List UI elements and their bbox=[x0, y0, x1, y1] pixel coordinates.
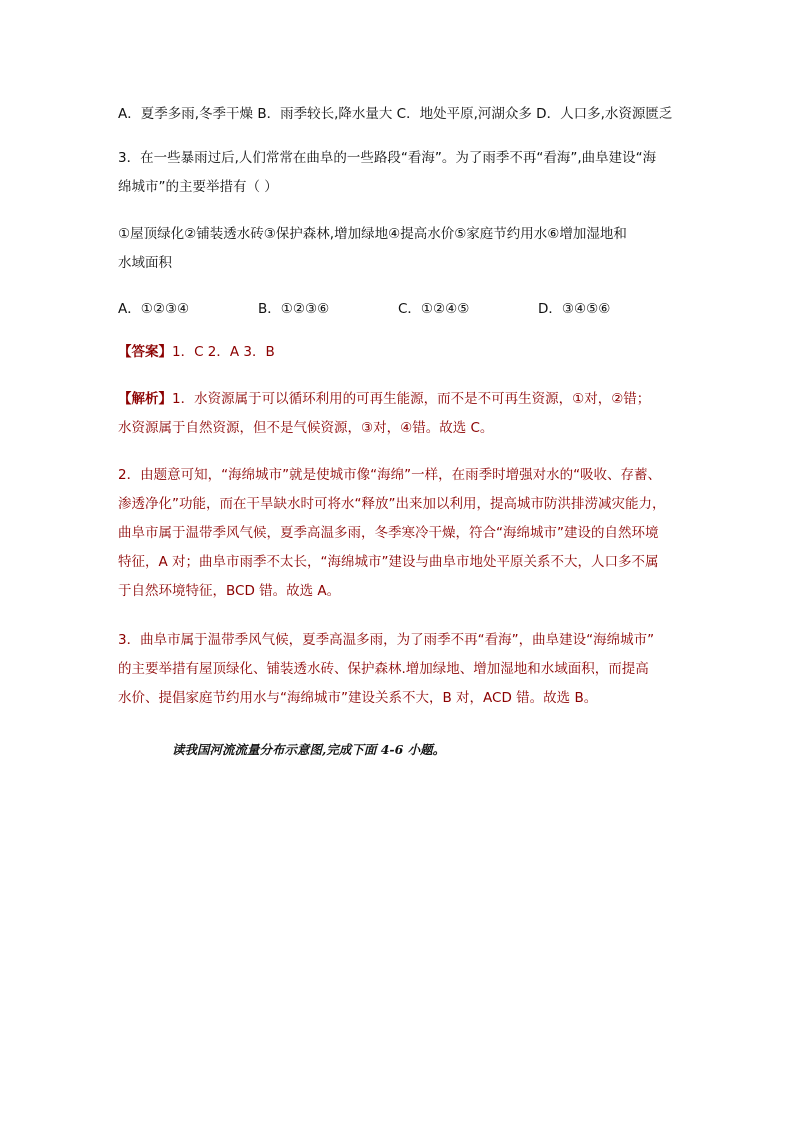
analysis-p1-line-2: 水资源属于自然资源，但不是气候资源，③对，④错。故选 C。 bbox=[118, 420, 494, 436]
q3-items-line-1: ①屋顶绿化②铺装透水砖③保护森林,增加绿地④提高水价⑤家庭节约用水⑥增加湿地和 bbox=[118, 226, 627, 242]
q3-stem-line-1: 3．在一些暴雨过后,人们常常在曲阜的一些路段“看海”。为了雨季不再“看海”,曲阜建设“海 bbox=[118, 150, 657, 166]
analysis-p2-line-2: 渗透净化”功能，而在干旱缺水时可将水“释放”出来加以利用，提高城市防洪排涝减灾能力， bbox=[118, 496, 666, 512]
analysis-p3-line-3: 水价、提倡家庭节约用水与“海绵城市”建设关系不大，B 对，ACD 错。故选 B。 bbox=[118, 690, 598, 706]
answer-line bbox=[118, 342, 688, 362]
analysis-p2-line-4: 特征，A 对；曲阜市雨季不太长，“海绵城市”建设与曲阜市地处平原关系不大，人口多不属 bbox=[118, 554, 659, 570]
analysis-p2-line-3: 曲阜市属于温带季风气候，夏季高温多雨，冬季寒冷干燥，符合“海绵城市”建设的自然环境 bbox=[118, 525, 659, 541]
q2-options-line: A．夏季多雨,冬季干燥 B．雨季较长,降水量大 C．地处平原,河湖众多 D．人口多,水资源匮乏 bbox=[118, 106, 673, 122]
analysis-p2-line-5: 于自然环境特征，BCD 错。故选 A。 bbox=[118, 583, 341, 599]
q3-option-d: D．③④⑤⑥ bbox=[538, 301, 611, 317]
q3-items-line-2: 水域面积 bbox=[118, 255, 172, 271]
next-section-instruction: 读我国河流流量分布示意图,完成下面 4-6 小题。 bbox=[172, 742, 446, 757]
analysis-label: 【解析】 bbox=[118, 391, 172, 407]
analysis-p3-line-1: 3．曲阜市属于温带季风气候，夏季高温多雨，为了雨季不再“看海”，曲阜建设“海绵城市” bbox=[118, 632, 655, 648]
q3-options bbox=[118, 299, 688, 319]
q3-stem-line-2: 绵城市”的主要举措有（ ） bbox=[118, 179, 278, 195]
q3-option-b: B．①②③⑥ bbox=[258, 301, 330, 317]
q3-option-c: C．①②④⑤ bbox=[398, 301, 470, 317]
q3-option-a: A．①②③④ bbox=[118, 301, 190, 317]
answer-text: 1．C 2．A 3．B bbox=[172, 344, 275, 360]
analysis-p2-line-1: 2．由题意可知，“海绵城市”就是使城市像“海绵”一样，在雨季时增强对水的“吸收、存蓄、 bbox=[118, 467, 662, 483]
analysis-p1-text-1: 1．水资源属于可以循环利用的可再生能源，而不是不可再生资源，①对，②错； bbox=[172, 391, 651, 407]
answer-label: 【答案】 bbox=[118, 344, 172, 360]
analysis-p1-line-1 bbox=[118, 389, 688, 409]
analysis-p3-line-2: 的主要举措有屋顶绿化、铺装透水砖、保护森林.增加绿地、增加湿地和水域面积，而提高 bbox=[118, 661, 649, 677]
